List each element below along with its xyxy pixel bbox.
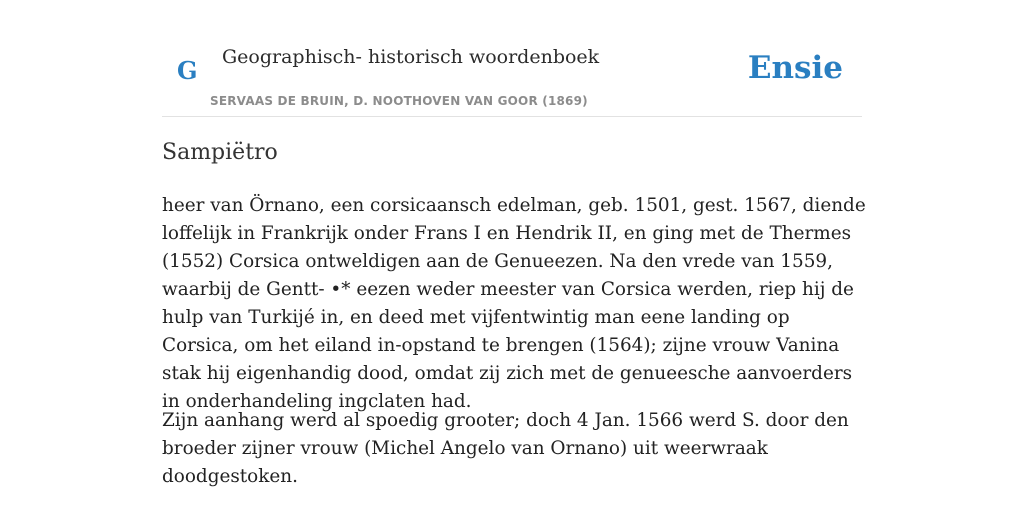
entry-title: Sampiëtro (162, 140, 278, 165)
dictionary-author: SERVAAS DE BRUIN, D. NOOTHOVEN VAN GOOR (1869) (210, 94, 588, 108)
entry-paragraph: heer van Örnano, een corsicaansch edelman, geb. 1501, gest. 1567, diende loffelijk in Frankrijk onder Frans I en Hendrik II, en ging met de Thermes (1552) Corsica ontweldigen aan de Genueezen. Na den vrede van 1559, waarbij de Gentt- •* eezen weder meester van Corsica werden, riep hij de hulp van Turkijé in, en deed met vijfentwintig man eene landing op Corsica, om het eiland in-opstand te brengen (1564); zijne vrouw Vanina stak hij eigenhandig dood, omdat zij zich met de genueesche aanvoerders in onderhandeling ingclaten had. (162, 195, 866, 412)
dictionary-page (162, 0, 866, 487)
dictionary-title-link[interactable]: Geographisch- historisch woordenboek (222, 46, 600, 68)
entry-paragraph: Zijn aanhang werd al spoedig grooter; doch 4 Jan. 1566 werd S. door den broeder zijner vrouw (Michel Angelo van Ornano) uit weerwraak doodgestoken. (162, 410, 849, 487)
dictionary-badge[interactable]: G (177, 56, 198, 85)
ensie-logo[interactable]: Ensie (747, 50, 843, 86)
page-header (162, 0, 862, 117)
